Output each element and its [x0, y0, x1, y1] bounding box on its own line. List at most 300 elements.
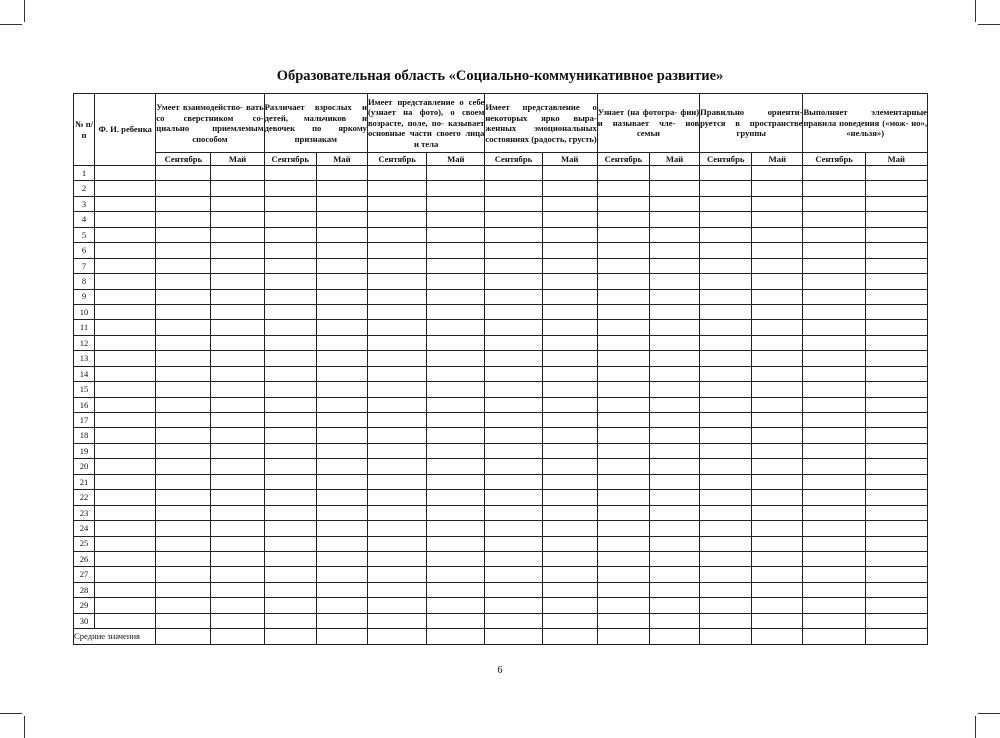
- table-cell[interactable]: [542, 227, 597, 242]
- table-cell[interactable]: [264, 505, 316, 520]
- table-cell[interactable]: [803, 274, 865, 289]
- table-cell[interactable]: [542, 613, 597, 628]
- table-cell[interactable]: [211, 212, 264, 227]
- table-cell[interactable]: [752, 351, 803, 366]
- table-cell[interactable]: [803, 335, 865, 350]
- table-cell[interactable]: [597, 227, 649, 242]
- table-cell[interactable]: [649, 335, 699, 350]
- table-cell[interactable]: [156, 351, 211, 366]
- table-cell[interactable]: [211, 382, 264, 397]
- table-cell[interactable]: [316, 366, 367, 381]
- table-cell[interactable]: [485, 567, 542, 582]
- table-cell[interactable]: [649, 366, 699, 381]
- table-cell[interactable]: [264, 382, 316, 397]
- table-cell[interactable]: [597, 613, 649, 628]
- table-cell[interactable]: [649, 289, 699, 304]
- table-cell[interactable]: [803, 567, 865, 582]
- table-cell[interactable]: [211, 536, 264, 551]
- table-cell[interactable]: [485, 490, 542, 505]
- table-cell[interactable]: [485, 366, 542, 381]
- table-cell[interactable]: [211, 166, 264, 181]
- table-cell[interactable]: [649, 351, 699, 366]
- table-cell[interactable]: [803, 613, 865, 628]
- table-cell[interactable]: [367, 443, 426, 458]
- table-cell[interactable]: [752, 613, 803, 628]
- table-cell[interactable]: [542, 459, 597, 474]
- table-cell[interactable]: [542, 490, 597, 505]
- child-name-cell[interactable]: [95, 521, 156, 536]
- table-cell[interactable]: [542, 289, 597, 304]
- table-cell[interactable]: [211, 459, 264, 474]
- table-cell[interactable]: [597, 443, 649, 458]
- table-cell[interactable]: [316, 166, 367, 181]
- table-cell[interactable]: [597, 196, 649, 211]
- table-cell[interactable]: [485, 582, 542, 597]
- table-cell[interactable]: [542, 521, 597, 536]
- table-cell[interactable]: [211, 320, 264, 335]
- table-cell[interactable]: [752, 289, 803, 304]
- table-cell[interactable]: [316, 567, 367, 582]
- table-cell[interactable]: [597, 521, 649, 536]
- table-cell[interactable]: [367, 258, 426, 273]
- table-cell[interactable]: [752, 181, 803, 196]
- table-cell[interactable]: [649, 382, 699, 397]
- table-cell[interactable]: [752, 459, 803, 474]
- table-cell[interactable]: [156, 166, 211, 181]
- table-cell[interactable]: [803, 289, 865, 304]
- table-cell[interactable]: [542, 397, 597, 412]
- child-name-cell[interactable]: [95, 227, 156, 242]
- table-cell[interactable]: [752, 521, 803, 536]
- table-cell[interactable]: [427, 382, 485, 397]
- table-cell[interactable]: [367, 613, 426, 628]
- table-cell[interactable]: [803, 505, 865, 520]
- table-cell[interactable]: [803, 304, 865, 319]
- table-cell[interactable]: [597, 366, 649, 381]
- table-cell[interactable]: [156, 598, 211, 613]
- table-cell[interactable]: [752, 227, 803, 242]
- table-cell[interactable]: [649, 274, 699, 289]
- table-cell[interactable]: [803, 413, 865, 428]
- table-cell[interactable]: [485, 382, 542, 397]
- table-cell[interactable]: [427, 366, 485, 381]
- table-cell[interactable]: [542, 413, 597, 428]
- table-cell[interactable]: [597, 243, 649, 258]
- table-cell[interactable]: [542, 320, 597, 335]
- table-cell[interactable]: [865, 320, 927, 335]
- table-cell[interactable]: [865, 304, 927, 319]
- table-cell[interactable]: [542, 304, 597, 319]
- table-cell[interactable]: [264, 335, 316, 350]
- table-cell[interactable]: [865, 335, 927, 350]
- table-cell[interactable]: [865, 598, 927, 613]
- table-cell[interactable]: [316, 351, 367, 366]
- table-cell[interactable]: [752, 490, 803, 505]
- table-cell[interactable]: [264, 582, 316, 597]
- table-cell[interactable]: [427, 443, 485, 458]
- table-cell[interactable]: [316, 320, 367, 335]
- table-cell[interactable]: [597, 382, 649, 397]
- table-cell[interactable]: [156, 629, 211, 644]
- table-cell[interactable]: [597, 490, 649, 505]
- table-cell[interactable]: [427, 274, 485, 289]
- table-cell[interactable]: [649, 582, 699, 597]
- table-cell[interactable]: [156, 320, 211, 335]
- table-cell[interactable]: [542, 258, 597, 273]
- table-cell[interactable]: [649, 521, 699, 536]
- table-cell[interactable]: [597, 351, 649, 366]
- child-name-cell[interactable]: [95, 366, 156, 381]
- table-cell[interactable]: [752, 582, 803, 597]
- table-cell[interactable]: [485, 413, 542, 428]
- table-cell[interactable]: [597, 598, 649, 613]
- table-cell[interactable]: [542, 166, 597, 181]
- table-cell[interactable]: [211, 598, 264, 613]
- table-cell[interactable]: [156, 459, 211, 474]
- table-cell[interactable]: [700, 428, 752, 443]
- table-cell[interactable]: [542, 536, 597, 551]
- table-cell[interactable]: [803, 443, 865, 458]
- table-cell[interactable]: [649, 629, 699, 644]
- table-cell[interactable]: [264, 490, 316, 505]
- table-cell[interactable]: [649, 490, 699, 505]
- table-cell[interactable]: [752, 196, 803, 211]
- table-cell[interactable]: [367, 459, 426, 474]
- table-cell[interactable]: [865, 459, 927, 474]
- table-cell[interactable]: [316, 551, 367, 566]
- table-cell[interactable]: [156, 243, 211, 258]
- table-cell[interactable]: [752, 212, 803, 227]
- table-cell[interactable]: [211, 304, 264, 319]
- table-cell[interactable]: [700, 582, 752, 597]
- table-cell[interactable]: [597, 320, 649, 335]
- table-cell[interactable]: [700, 304, 752, 319]
- table-cell[interactable]: [700, 243, 752, 258]
- table-cell[interactable]: [427, 474, 485, 489]
- table-cell[interactable]: [264, 536, 316, 551]
- table-cell[interactable]: [803, 598, 865, 613]
- table-cell[interactable]: [211, 227, 264, 242]
- table-cell[interactable]: [597, 274, 649, 289]
- table-cell[interactable]: [316, 212, 367, 227]
- table-cell[interactable]: [264, 181, 316, 196]
- table-cell[interactable]: [211, 243, 264, 258]
- table-cell[interactable]: [316, 289, 367, 304]
- table-cell[interactable]: [316, 613, 367, 628]
- child-name-cell[interactable]: [95, 567, 156, 582]
- table-cell[interactable]: [542, 243, 597, 258]
- table-cell[interactable]: [803, 227, 865, 242]
- table-cell[interactable]: [700, 521, 752, 536]
- table-cell[interactable]: [803, 474, 865, 489]
- table-cell[interactable]: [542, 582, 597, 597]
- table-cell[interactable]: [700, 413, 752, 428]
- table-cell[interactable]: [264, 351, 316, 366]
- table-cell[interactable]: [156, 428, 211, 443]
- table-cell[interactable]: [264, 443, 316, 458]
- table-cell[interactable]: [264, 521, 316, 536]
- table-cell[interactable]: [367, 382, 426, 397]
- table-cell[interactable]: [211, 181, 264, 196]
- child-name-cell[interactable]: [95, 196, 156, 211]
- table-cell[interactable]: [156, 366, 211, 381]
- table-cell[interactable]: [865, 551, 927, 566]
- table-cell[interactable]: [649, 227, 699, 242]
- table-cell[interactable]: [649, 505, 699, 520]
- child-name-cell[interactable]: [95, 598, 156, 613]
- table-cell[interactable]: [803, 582, 865, 597]
- child-name-cell[interactable]: [95, 351, 156, 366]
- table-cell[interactable]: [427, 397, 485, 412]
- table-cell[interactable]: [156, 613, 211, 628]
- table-cell[interactable]: [367, 181, 426, 196]
- table-cell[interactable]: [803, 320, 865, 335]
- table-cell[interactable]: [485, 335, 542, 350]
- table-cell[interactable]: [367, 227, 426, 242]
- table-cell[interactable]: [316, 258, 367, 273]
- table-cell[interactable]: [485, 459, 542, 474]
- table-cell[interactable]: [211, 505, 264, 520]
- table-cell[interactable]: [485, 243, 542, 258]
- table-cell[interactable]: [752, 258, 803, 273]
- table-cell[interactable]: [211, 196, 264, 211]
- table-cell[interactable]: [316, 428, 367, 443]
- table-cell[interactable]: [865, 382, 927, 397]
- table-cell[interactable]: [597, 567, 649, 582]
- child-name-cell[interactable]: [95, 428, 156, 443]
- table-cell[interactable]: [427, 289, 485, 304]
- table-cell[interactable]: [211, 351, 264, 366]
- table-cell[interactable]: [316, 243, 367, 258]
- table-cell[interactable]: [156, 505, 211, 520]
- table-cell[interactable]: [367, 521, 426, 536]
- table-cell[interactable]: [700, 335, 752, 350]
- table-cell[interactable]: [316, 397, 367, 412]
- table-cell[interactable]: [542, 428, 597, 443]
- table-cell[interactable]: [803, 196, 865, 211]
- table-cell[interactable]: [485, 428, 542, 443]
- table-cell[interactable]: [700, 258, 752, 273]
- table-cell[interactable]: [803, 351, 865, 366]
- table-cell[interactable]: [427, 505, 485, 520]
- child-name-cell[interactable]: [95, 551, 156, 566]
- table-cell[interactable]: [700, 212, 752, 227]
- child-name-cell[interactable]: [95, 320, 156, 335]
- table-cell[interactable]: [700, 474, 752, 489]
- table-cell[interactable]: [803, 490, 865, 505]
- table-cell[interactable]: [542, 505, 597, 520]
- table-cell[interactable]: [367, 629, 426, 644]
- table-cell[interactable]: [865, 258, 927, 273]
- table-cell[interactable]: [865, 629, 927, 644]
- table-cell[interactable]: [700, 196, 752, 211]
- table-cell[interactable]: [865, 474, 927, 489]
- table-cell[interactable]: [700, 629, 752, 644]
- table-cell[interactable]: [211, 521, 264, 536]
- table-cell[interactable]: [156, 551, 211, 566]
- table-cell[interactable]: [316, 335, 367, 350]
- table-cell[interactable]: [865, 613, 927, 628]
- table-cell[interactable]: [264, 274, 316, 289]
- table-cell[interactable]: [803, 258, 865, 273]
- table-cell[interactable]: [264, 366, 316, 381]
- table-cell[interactable]: [264, 428, 316, 443]
- table-cell[interactable]: [427, 243, 485, 258]
- table-cell[interactable]: [367, 320, 426, 335]
- table-cell[interactable]: [211, 335, 264, 350]
- table-cell[interactable]: [597, 428, 649, 443]
- table-cell[interactable]: [752, 382, 803, 397]
- table-cell[interactable]: [865, 536, 927, 551]
- table-cell[interactable]: [264, 289, 316, 304]
- table-cell[interactable]: [803, 166, 865, 181]
- table-cell[interactable]: [427, 567, 485, 582]
- table-cell[interactable]: [156, 335, 211, 350]
- table-cell[interactable]: [700, 181, 752, 196]
- table-cell[interactable]: [211, 428, 264, 443]
- table-cell[interactable]: [264, 227, 316, 242]
- table-cell[interactable]: [367, 474, 426, 489]
- table-cell[interactable]: [156, 227, 211, 242]
- table-cell[interactable]: [700, 567, 752, 582]
- table-cell[interactable]: [316, 490, 367, 505]
- table-cell[interactable]: [700, 536, 752, 551]
- table-cell[interactable]: [211, 397, 264, 412]
- table-cell[interactable]: [211, 551, 264, 566]
- table-cell[interactable]: [649, 598, 699, 613]
- table-cell[interactable]: [649, 443, 699, 458]
- table-cell[interactable]: [865, 443, 927, 458]
- table-cell[interactable]: [316, 304, 367, 319]
- table-cell[interactable]: [752, 551, 803, 566]
- table-cell[interactable]: [211, 289, 264, 304]
- table-cell[interactable]: [752, 397, 803, 412]
- table-cell[interactable]: [542, 474, 597, 489]
- table-cell[interactable]: [649, 551, 699, 566]
- table-cell[interactable]: [211, 582, 264, 597]
- table-cell[interactable]: [264, 598, 316, 613]
- table-cell[interactable]: [803, 459, 865, 474]
- table-cell[interactable]: [597, 212, 649, 227]
- table-cell[interactable]: [542, 567, 597, 582]
- table-cell[interactable]: [865, 366, 927, 381]
- table-cell[interactable]: [803, 397, 865, 412]
- child-name-cell[interactable]: [95, 335, 156, 350]
- table-cell[interactable]: [865, 243, 927, 258]
- table-cell[interactable]: [649, 567, 699, 582]
- table-cell[interactable]: [427, 320, 485, 335]
- table-cell[interactable]: [865, 196, 927, 211]
- table-cell[interactable]: [316, 459, 367, 474]
- child-name-cell[interactable]: [95, 474, 156, 489]
- table-cell[interactable]: [211, 474, 264, 489]
- table-cell[interactable]: [542, 598, 597, 613]
- table-cell[interactable]: [865, 413, 927, 428]
- table-cell[interactable]: [485, 289, 542, 304]
- table-cell[interactable]: [597, 629, 649, 644]
- table-cell[interactable]: [156, 521, 211, 536]
- child-name-cell[interactable]: [95, 274, 156, 289]
- child-name-cell[interactable]: [95, 582, 156, 597]
- table-cell[interactable]: [316, 227, 367, 242]
- table-cell[interactable]: [264, 212, 316, 227]
- table-cell[interactable]: [865, 212, 927, 227]
- table-cell[interactable]: [264, 567, 316, 582]
- table-cell[interactable]: [156, 443, 211, 458]
- child-name-cell[interactable]: [95, 181, 156, 196]
- table-cell[interactable]: [700, 598, 752, 613]
- table-cell[interactable]: [156, 382, 211, 397]
- table-cell[interactable]: [803, 536, 865, 551]
- table-cell[interactable]: [597, 551, 649, 566]
- table-cell[interactable]: [700, 289, 752, 304]
- table-cell[interactable]: [316, 443, 367, 458]
- table-cell[interactable]: [316, 413, 367, 428]
- table-cell[interactable]: [367, 428, 426, 443]
- child-name-cell[interactable]: [95, 505, 156, 520]
- table-cell[interactable]: [316, 629, 367, 644]
- table-cell[interactable]: [700, 227, 752, 242]
- table-cell[interactable]: [367, 243, 426, 258]
- table-cell[interactable]: [485, 521, 542, 536]
- table-cell[interactable]: [211, 258, 264, 273]
- table-cell[interactable]: [597, 413, 649, 428]
- table-cell[interactable]: [156, 258, 211, 273]
- table-cell[interactable]: [803, 181, 865, 196]
- table-cell[interactable]: [649, 459, 699, 474]
- table-cell[interactable]: [427, 551, 485, 566]
- table-cell[interactable]: [316, 181, 367, 196]
- table-cell[interactable]: [264, 196, 316, 211]
- table-cell[interactable]: [264, 243, 316, 258]
- table-cell[interactable]: [597, 289, 649, 304]
- table-cell[interactable]: [542, 443, 597, 458]
- table-cell[interactable]: [752, 536, 803, 551]
- table-cell[interactable]: [865, 397, 927, 412]
- table-cell[interactable]: [316, 274, 367, 289]
- table-cell[interactable]: [264, 397, 316, 412]
- table-cell[interactable]: [700, 551, 752, 566]
- table-cell[interactable]: [264, 258, 316, 273]
- table-cell[interactable]: [700, 320, 752, 335]
- table-cell[interactable]: [264, 613, 316, 628]
- child-name-cell[interactable]: [95, 413, 156, 428]
- table-cell[interactable]: [865, 227, 927, 242]
- table-cell[interactable]: [156, 212, 211, 227]
- table-cell[interactable]: [865, 351, 927, 366]
- table-cell[interactable]: [597, 582, 649, 597]
- child-name-cell[interactable]: [95, 243, 156, 258]
- table-cell[interactable]: [156, 567, 211, 582]
- table-cell[interactable]: [597, 304, 649, 319]
- table-cell[interactable]: [367, 304, 426, 319]
- table-cell[interactable]: [156, 181, 211, 196]
- child-name-cell[interactable]: [95, 289, 156, 304]
- table-cell[interactable]: [485, 274, 542, 289]
- table-cell[interactable]: [316, 505, 367, 520]
- table-cell[interactable]: [700, 613, 752, 628]
- table-cell[interactable]: [597, 536, 649, 551]
- table-cell[interactable]: [264, 474, 316, 489]
- table-cell[interactable]: [485, 536, 542, 551]
- table-cell[interactable]: [752, 598, 803, 613]
- table-cell[interactable]: [803, 521, 865, 536]
- table-cell[interactable]: [427, 212, 485, 227]
- table-cell[interactable]: [427, 166, 485, 181]
- table-cell[interactable]: [485, 629, 542, 644]
- table-cell[interactable]: [649, 243, 699, 258]
- table-cell[interactable]: [367, 274, 426, 289]
